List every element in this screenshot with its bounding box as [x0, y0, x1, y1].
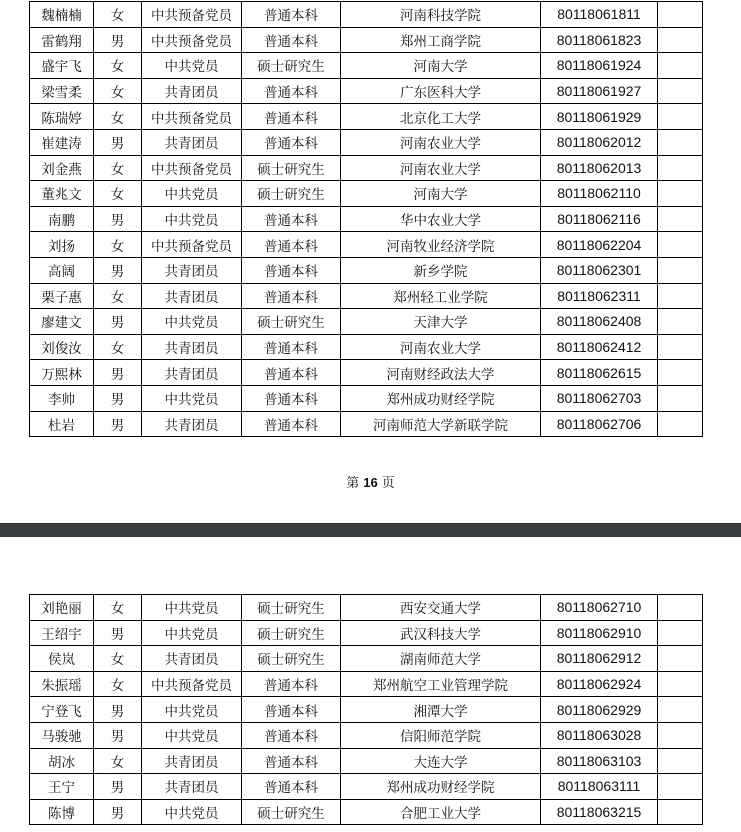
table-row [30, 309, 703, 335]
cell-name: 李帅 [30, 385, 94, 411]
cell-name: 高阔 [30, 257, 94, 283]
cell-blank [658, 181, 703, 207]
cell-candidate-id: 80118061823 [541, 27, 658, 53]
cell-gender: 女 [94, 155, 142, 181]
cell-party: 中共预备党员 [142, 155, 242, 181]
cell-gender: 男 [94, 722, 142, 748]
table-row [30, 360, 703, 386]
cell-school: 湖南师范大学 [341, 646, 541, 672]
cell-blank [658, 334, 703, 360]
cell-blank [658, 53, 703, 79]
cell-name: 刘扬 [30, 232, 94, 258]
cell-school: 天津大学 [341, 309, 541, 335]
cell-school: 河南财经政法大学 [341, 360, 541, 386]
cell-name: 南鹏 [30, 206, 94, 232]
cell-education: 硕士研究生 [242, 595, 341, 621]
cell-education: 普通本科 [242, 411, 341, 437]
roster-table [29, 594, 703, 825]
cell-candidate-id: 80118062910 [541, 620, 658, 646]
cell-school: 广东医科大学 [341, 78, 541, 104]
cell-education: 普通本科 [242, 774, 341, 800]
cell-gender: 女 [94, 334, 142, 360]
cell-gender: 男 [94, 620, 142, 646]
cell-candidate-id: 80118063103 [541, 748, 658, 774]
cell-school: 西安交通大学 [341, 595, 541, 621]
cell-party: 共青团员 [142, 334, 242, 360]
document-page-17 [0, 537, 741, 832]
cell-blank [658, 257, 703, 283]
table-row [30, 104, 703, 130]
page-number-value: 16 [363, 475, 378, 490]
cell-name: 刘艳丽 [30, 595, 94, 621]
table-row [30, 78, 703, 104]
cell-gender: 女 [94, 646, 142, 672]
table-row [30, 181, 703, 207]
cell-name: 董兆文 [30, 181, 94, 207]
cell-education: 普通本科 [242, 129, 341, 155]
cell-blank [658, 722, 703, 748]
cell-education: 硕士研究生 [242, 53, 341, 79]
table-row [30, 595, 703, 621]
cell-party: 中共党员 [142, 206, 242, 232]
cell-party: 中共党员 [142, 620, 242, 646]
cell-candidate-id: 80118063028 [541, 722, 658, 748]
table-row [30, 671, 703, 697]
cell-blank [658, 232, 703, 258]
table-row [30, 748, 703, 774]
cell-candidate-id: 80118062912 [541, 646, 658, 672]
cell-gender: 女 [94, 595, 142, 621]
cell-candidate-id: 80118062110 [541, 181, 658, 207]
table-row [30, 155, 703, 181]
cell-blank [658, 748, 703, 774]
cell-education: 普通本科 [242, 360, 341, 386]
cell-name: 盛宇飞 [30, 53, 94, 79]
cell-candidate-id: 80118062013 [541, 155, 658, 181]
cell-candidate-id: 80118062706 [541, 411, 658, 437]
cell-blank [658, 697, 703, 723]
cell-name: 陈博 [30, 799, 94, 825]
cell-education: 普通本科 [242, 722, 341, 748]
cell-education: 硕士研究生 [242, 620, 341, 646]
cell-school: 河南师范大学新联学院 [341, 411, 541, 437]
cell-name: 宁登飞 [30, 697, 94, 723]
cell-gender: 女 [94, 2, 142, 28]
cell-gender: 男 [94, 206, 142, 232]
cell-name: 朱振瑶 [30, 671, 94, 697]
roster-table [29, 1, 703, 437]
cell-name: 马骏驰 [30, 722, 94, 748]
cell-education: 普通本科 [242, 671, 341, 697]
cell-party: 共青团员 [142, 774, 242, 800]
cell-name: 崔建涛 [30, 129, 94, 155]
cell-education: 普通本科 [242, 2, 341, 28]
cell-name: 陈瑞婷 [30, 104, 94, 130]
cell-education: 普通本科 [242, 334, 341, 360]
cell-name: 梁雪柔 [30, 78, 94, 104]
table-row [30, 2, 703, 28]
cell-blank [658, 78, 703, 104]
cell-school: 北京化工大学 [341, 104, 541, 130]
cell-candidate-id: 80118063215 [541, 799, 658, 825]
cell-party: 中共党员 [142, 385, 242, 411]
cell-school: 湘潭大学 [341, 697, 541, 723]
cell-blank [658, 799, 703, 825]
cell-gender: 男 [94, 309, 142, 335]
cell-school: 合肥工业大学 [341, 799, 541, 825]
cell-education: 硕士研究生 [242, 309, 341, 335]
cell-blank [658, 129, 703, 155]
table-row [30, 206, 703, 232]
cell-party: 中共预备党员 [142, 232, 242, 258]
cell-candidate-id: 80118061811 [541, 2, 658, 28]
table-row [30, 257, 703, 283]
cell-party: 共青团员 [142, 360, 242, 386]
table-row [30, 799, 703, 825]
cell-school: 河南科技学院 [341, 2, 541, 28]
cell-blank [658, 2, 703, 28]
cell-blank [658, 411, 703, 437]
table-row [30, 232, 703, 258]
cell-school: 大连大学 [341, 748, 541, 774]
cell-gender: 女 [94, 748, 142, 774]
cell-school: 郑州成功财经学院 [341, 385, 541, 411]
cell-school: 河南牧业经济学院 [341, 232, 541, 258]
cell-gender: 女 [94, 232, 142, 258]
cell-party: 中共党员 [142, 697, 242, 723]
cell-education: 硕士研究生 [242, 646, 341, 672]
cell-gender: 男 [94, 774, 142, 800]
cell-blank [658, 646, 703, 672]
table-row [30, 646, 703, 672]
cell-blank [658, 671, 703, 697]
cell-school: 河南农业大学 [341, 155, 541, 181]
table-row [30, 334, 703, 360]
cell-name: 栗子惠 [30, 283, 94, 309]
cell-name: 刘金燕 [30, 155, 94, 181]
cell-blank [658, 104, 703, 130]
cell-name: 雷鹤翔 [30, 27, 94, 53]
cell-blank [658, 620, 703, 646]
cell-gender: 女 [94, 104, 142, 130]
cell-party: 中共党员 [142, 799, 242, 825]
cell-name: 万熙林 [30, 360, 94, 386]
cell-blank [658, 27, 703, 53]
cell-candidate-id: 80118063111 [541, 774, 658, 800]
cell-gender: 女 [94, 181, 142, 207]
cell-school: 郑州成功财经学院 [341, 774, 541, 800]
table-row [30, 129, 703, 155]
cell-party: 中共党员 [142, 722, 242, 748]
cell-party: 中共党员 [142, 53, 242, 79]
cell-blank [658, 155, 703, 181]
cell-gender: 男 [94, 697, 142, 723]
cell-candidate-id: 80118062204 [541, 232, 658, 258]
cell-name: 魏楠楠 [30, 2, 94, 28]
cell-party: 共青团员 [142, 257, 242, 283]
cell-school: 河南大学 [341, 181, 541, 207]
cell-gender: 男 [94, 385, 142, 411]
cell-party: 共青团员 [142, 646, 242, 672]
cell-blank [658, 360, 703, 386]
cell-gender: 女 [94, 53, 142, 79]
cell-blank [658, 309, 703, 335]
cell-name: 刘俊汝 [30, 334, 94, 360]
cell-candidate-id: 80118062408 [541, 309, 658, 335]
cell-education: 普通本科 [242, 697, 341, 723]
cell-candidate-id: 80118062924 [541, 671, 658, 697]
cell-school: 郑州轻工业学院 [341, 283, 541, 309]
cell-candidate-id: 80118061929 [541, 104, 658, 130]
cell-candidate-id: 80118061924 [541, 53, 658, 79]
cell-party: 中共党员 [142, 181, 242, 207]
cell-party: 中共预备党员 [142, 104, 242, 130]
cell-name: 廖建文 [30, 309, 94, 335]
cell-education: 普通本科 [242, 257, 341, 283]
cell-name: 胡冰 [30, 748, 94, 774]
page-number-suffix: 页 [381, 476, 395, 491]
cell-blank [658, 385, 703, 411]
cell-education: 硕士研究生 [242, 799, 341, 825]
cell-education: 普通本科 [242, 206, 341, 232]
cell-education: 普通本科 [242, 232, 341, 258]
cell-blank [658, 595, 703, 621]
cell-party: 共青团员 [142, 129, 242, 155]
cell-party: 共青团员 [142, 78, 242, 104]
cell-candidate-id: 80118061927 [541, 78, 658, 104]
cell-gender: 男 [94, 257, 142, 283]
page-number [0, 472, 741, 491]
table-row [30, 385, 703, 411]
cell-school: 河南农业大学 [341, 129, 541, 155]
cell-candidate-id: 80118062301 [541, 257, 658, 283]
cell-education: 硕士研究生 [242, 181, 341, 207]
cell-candidate-id: 80118062615 [541, 360, 658, 386]
cell-education: 硕士研究生 [242, 155, 341, 181]
cell-party: 中共党员 [142, 595, 242, 621]
cell-name: 王宁 [30, 774, 94, 800]
cell-name: 王绍宇 [30, 620, 94, 646]
page-number-prefix: 第 [346, 476, 360, 491]
table-row [30, 411, 703, 437]
cell-school: 河南农业大学 [341, 334, 541, 360]
cell-education: 普通本科 [242, 27, 341, 53]
table-row [30, 283, 703, 309]
cell-blank [658, 206, 703, 232]
cell-gender: 男 [94, 129, 142, 155]
cell-candidate-id: 80118062703 [541, 385, 658, 411]
cell-candidate-id: 80118062412 [541, 334, 658, 360]
cell-party: 共青团员 [142, 748, 242, 774]
cell-gender: 女 [94, 78, 142, 104]
cell-party: 共青团员 [142, 411, 242, 437]
cell-gender: 男 [94, 27, 142, 53]
cell-education: 普通本科 [242, 385, 341, 411]
cell-candidate-id: 80118062710 [541, 595, 658, 621]
cell-party: 中共预备党员 [142, 671, 242, 697]
cell-party: 中共预备党员 [142, 2, 242, 28]
table-row [30, 620, 703, 646]
cell-blank [658, 774, 703, 800]
cell-school: 河南大学 [341, 53, 541, 79]
cell-education: 普通本科 [242, 104, 341, 130]
cell-education: 普通本科 [242, 748, 341, 774]
cell-school: 新乡学院 [341, 257, 541, 283]
cell-school: 武汉科技大学 [341, 620, 541, 646]
table-row [30, 53, 703, 79]
table-row [30, 774, 703, 800]
table-row [30, 722, 703, 748]
cell-gender: 男 [94, 360, 142, 386]
table-row [30, 697, 703, 723]
table-row [30, 27, 703, 53]
cell-gender: 男 [94, 799, 142, 825]
cell-name: 侯岚 [30, 646, 94, 672]
cell-party: 中共党员 [142, 309, 242, 335]
cell-name: 杜岩 [30, 411, 94, 437]
cell-blank [658, 283, 703, 309]
cell-candidate-id: 80118062012 [541, 129, 658, 155]
cell-gender: 女 [94, 283, 142, 309]
cell-gender: 女 [94, 671, 142, 697]
cell-education: 普通本科 [242, 283, 341, 309]
cell-school: 信阳师范学院 [341, 722, 541, 748]
cell-school: 华中农业大学 [341, 206, 541, 232]
cell-party: 中共预备党员 [142, 27, 242, 53]
cell-candidate-id: 80118062311 [541, 283, 658, 309]
cell-education: 普通本科 [242, 78, 341, 104]
cell-gender: 男 [94, 411, 142, 437]
cell-candidate-id: 80118062929 [541, 697, 658, 723]
cell-party: 共青团员 [142, 283, 242, 309]
cell-school: 郑州航空工业管理学院 [341, 671, 541, 697]
cell-school: 郑州工商学院 [341, 27, 541, 53]
cell-candidate-id: 80118062116 [541, 206, 658, 232]
